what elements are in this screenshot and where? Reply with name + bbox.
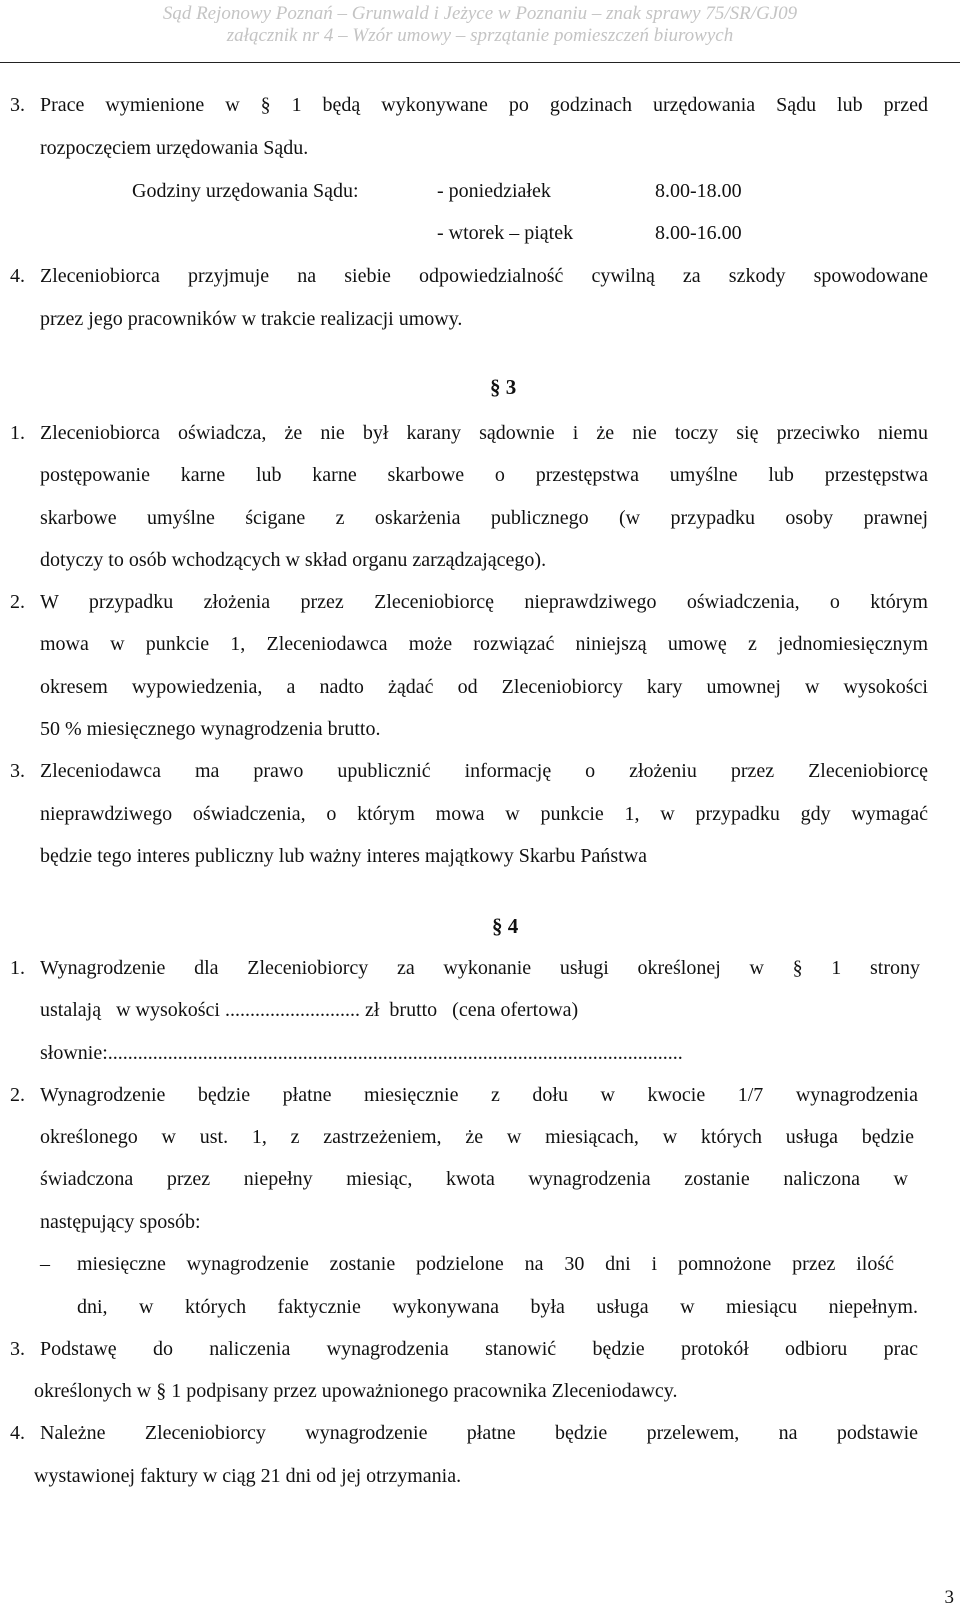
s3-p1-line4: dotyczy to osób wchodzących w skład organu zarządzającego). <box>40 549 547 571</box>
s4-p2-line4: następujący sposób: <box>40 1211 201 1233</box>
s3-p2-line4: 50 % miesięcznego wynagrodzenia brutto. <box>40 718 381 740</box>
s2-p4-line2: przez jego pracowników w trakcie realizacji umowy. <box>40 308 463 330</box>
s4-p2-line1: Wynagrodzenie będzie płatne miesięcznie z dołu w kwocie 1/7 wynagrodzenia <box>40 1084 918 1106</box>
s4-p2-number: 2. <box>10 1084 25 1106</box>
s4-p2-line3: świadczona przez niepełny miesiąc, kwota wynagrodzenia zostanie naliczona w <box>40 1168 908 1190</box>
s4-p4-line2: wystawionej faktury w ciąg 21 dni od jej otrzymania. <box>34 1465 462 1487</box>
s2-p4-line1: Zleceniobiorca przyjmuje na siebie odpowiedzialność cywilną za szkody spowodowane <box>40 265 928 287</box>
s4-p3-line2: określonych w § 1 podpisany przez upoważnionego pracownika Zleceniodawcy. <box>34 1380 678 1402</box>
s4-bullet-line2: dni, w których faktycznie wykonywana była usługa w miesiącu niepełnym. <box>77 1296 918 1318</box>
s3-p2-number: 2. <box>10 591 25 613</box>
s2-p3-line1: Prace wymienione w § 1 będą wykonywane po godzinach urzędowania Sądu lub przed <box>40 94 928 116</box>
page-number: 3 <box>944 1587 954 1608</box>
s4-p1-line3: słownie:................................................................................................................... <box>40 1042 683 1064</box>
s2-p4-number: 4. <box>10 265 25 287</box>
section-4-title: § 4 <box>492 914 519 938</box>
header-attachment-line: załącznik nr 4 – Wzór umowy – sprzątanie pomieszczeń biurowych <box>226 25 734 46</box>
s3-p2-line3: okresem wypowiedzenia, a nadto żądać od Zleceniobiorcy kary umownej w wysokości <box>40 676 928 698</box>
s3-p1-number: 1. <box>10 422 25 444</box>
s4-p3-number: 3. <box>10 1338 25 1360</box>
s2-p3-line2: rozpoczęciem urzędowania Sądu. <box>40 137 309 159</box>
s3-p3-line1: Zleceniodawca ma prawo upublicznić informację o złożeniu przez Zleceniobiorcę <box>40 760 928 782</box>
s4-p2-line2: określonego w ust. 1, z zastrzeżeniem, że w miesiącach, w których usługa będzie <box>40 1126 914 1148</box>
hours-row2-time: 8.00-16.00 <box>655 222 742 244</box>
hours-row1-day: - poniedziałek <box>437 180 551 202</box>
s4-p4-number: 4. <box>10 1422 25 1444</box>
s3-p3-number: 3. <box>10 760 25 782</box>
s4-p3-line1: Podstawę do naliczenia wynagrodzenia stanowić będzie protokół odbioru prac <box>40 1338 918 1360</box>
header-rule <box>0 62 960 63</box>
s3-p2-line2: mowa w punkcie 1, Zleceniodawca może rozwiązać niniejszą umowę z jednomiesięcznym <box>40 633 928 655</box>
s2-p3-number: 3. <box>10 94 25 116</box>
s4-bullet-dash: – <box>40 1253 50 1275</box>
s3-p2-line1: W przypadku złożenia przez Zleceniobiorcę nieprawdziwego oświadczenia, o którym <box>40 591 928 613</box>
header-court-line: Sąd Rejonowy Poznań – Grunwald i Jeżyce w Poznaniu – znak sprawy 75/SR/GJ09 <box>162 3 798 24</box>
hours-row2-day: - wtorek – piątek <box>437 222 574 244</box>
s3-p1-line2: postępowanie karne lub karne skarbowe o przestępstwa umyślne lub przestępstwa <box>40 464 928 486</box>
s3-p3-line3: będzie tego interes publiczny lub ważny interes majątkowy Skarbu Państwa <box>40 845 648 867</box>
hours-row1-time: 8.00-18.00 <box>655 180 742 202</box>
s4-p1-line1: Wynagrodzenie dla Zleceniobiorcy za wykonanie usługi określonej w § 1 strony <box>40 957 920 979</box>
section-3-title: § 3 <box>490 375 517 399</box>
s4-p1-line2: ustalają w wysokości ........................... zł brutto (cena ofertowa) <box>40 999 579 1021</box>
s3-p1-line3: skarbowe umyślne ścigane z oskarżenia publicznego (w przypadku osoby prawnej <box>40 507 928 529</box>
s4-p1-number: 1. <box>10 957 25 979</box>
s3-p1-line1: Zleceniobiorca oświadcza, że nie był karany sądownie i że nie toczy się przeciwko niemu <box>40 422 928 444</box>
s4-p4-line1: Należne Zleceniobiorcy wynagrodzenie płatne będzie przelewem, na podstawie <box>40 1422 918 1444</box>
s3-p3-line2: nieprawdziwego oświadczenia, o którym mowa w punkcie 1, w przypadku gdy wymagać <box>40 803 928 825</box>
hours-label: Godziny urzędowania Sądu: <box>132 180 359 202</box>
s4-bullet-line1: miesięczne wynagrodzenie zostanie podzielone na 30 dni i pomnożone przez ilość <box>77 1253 894 1275</box>
